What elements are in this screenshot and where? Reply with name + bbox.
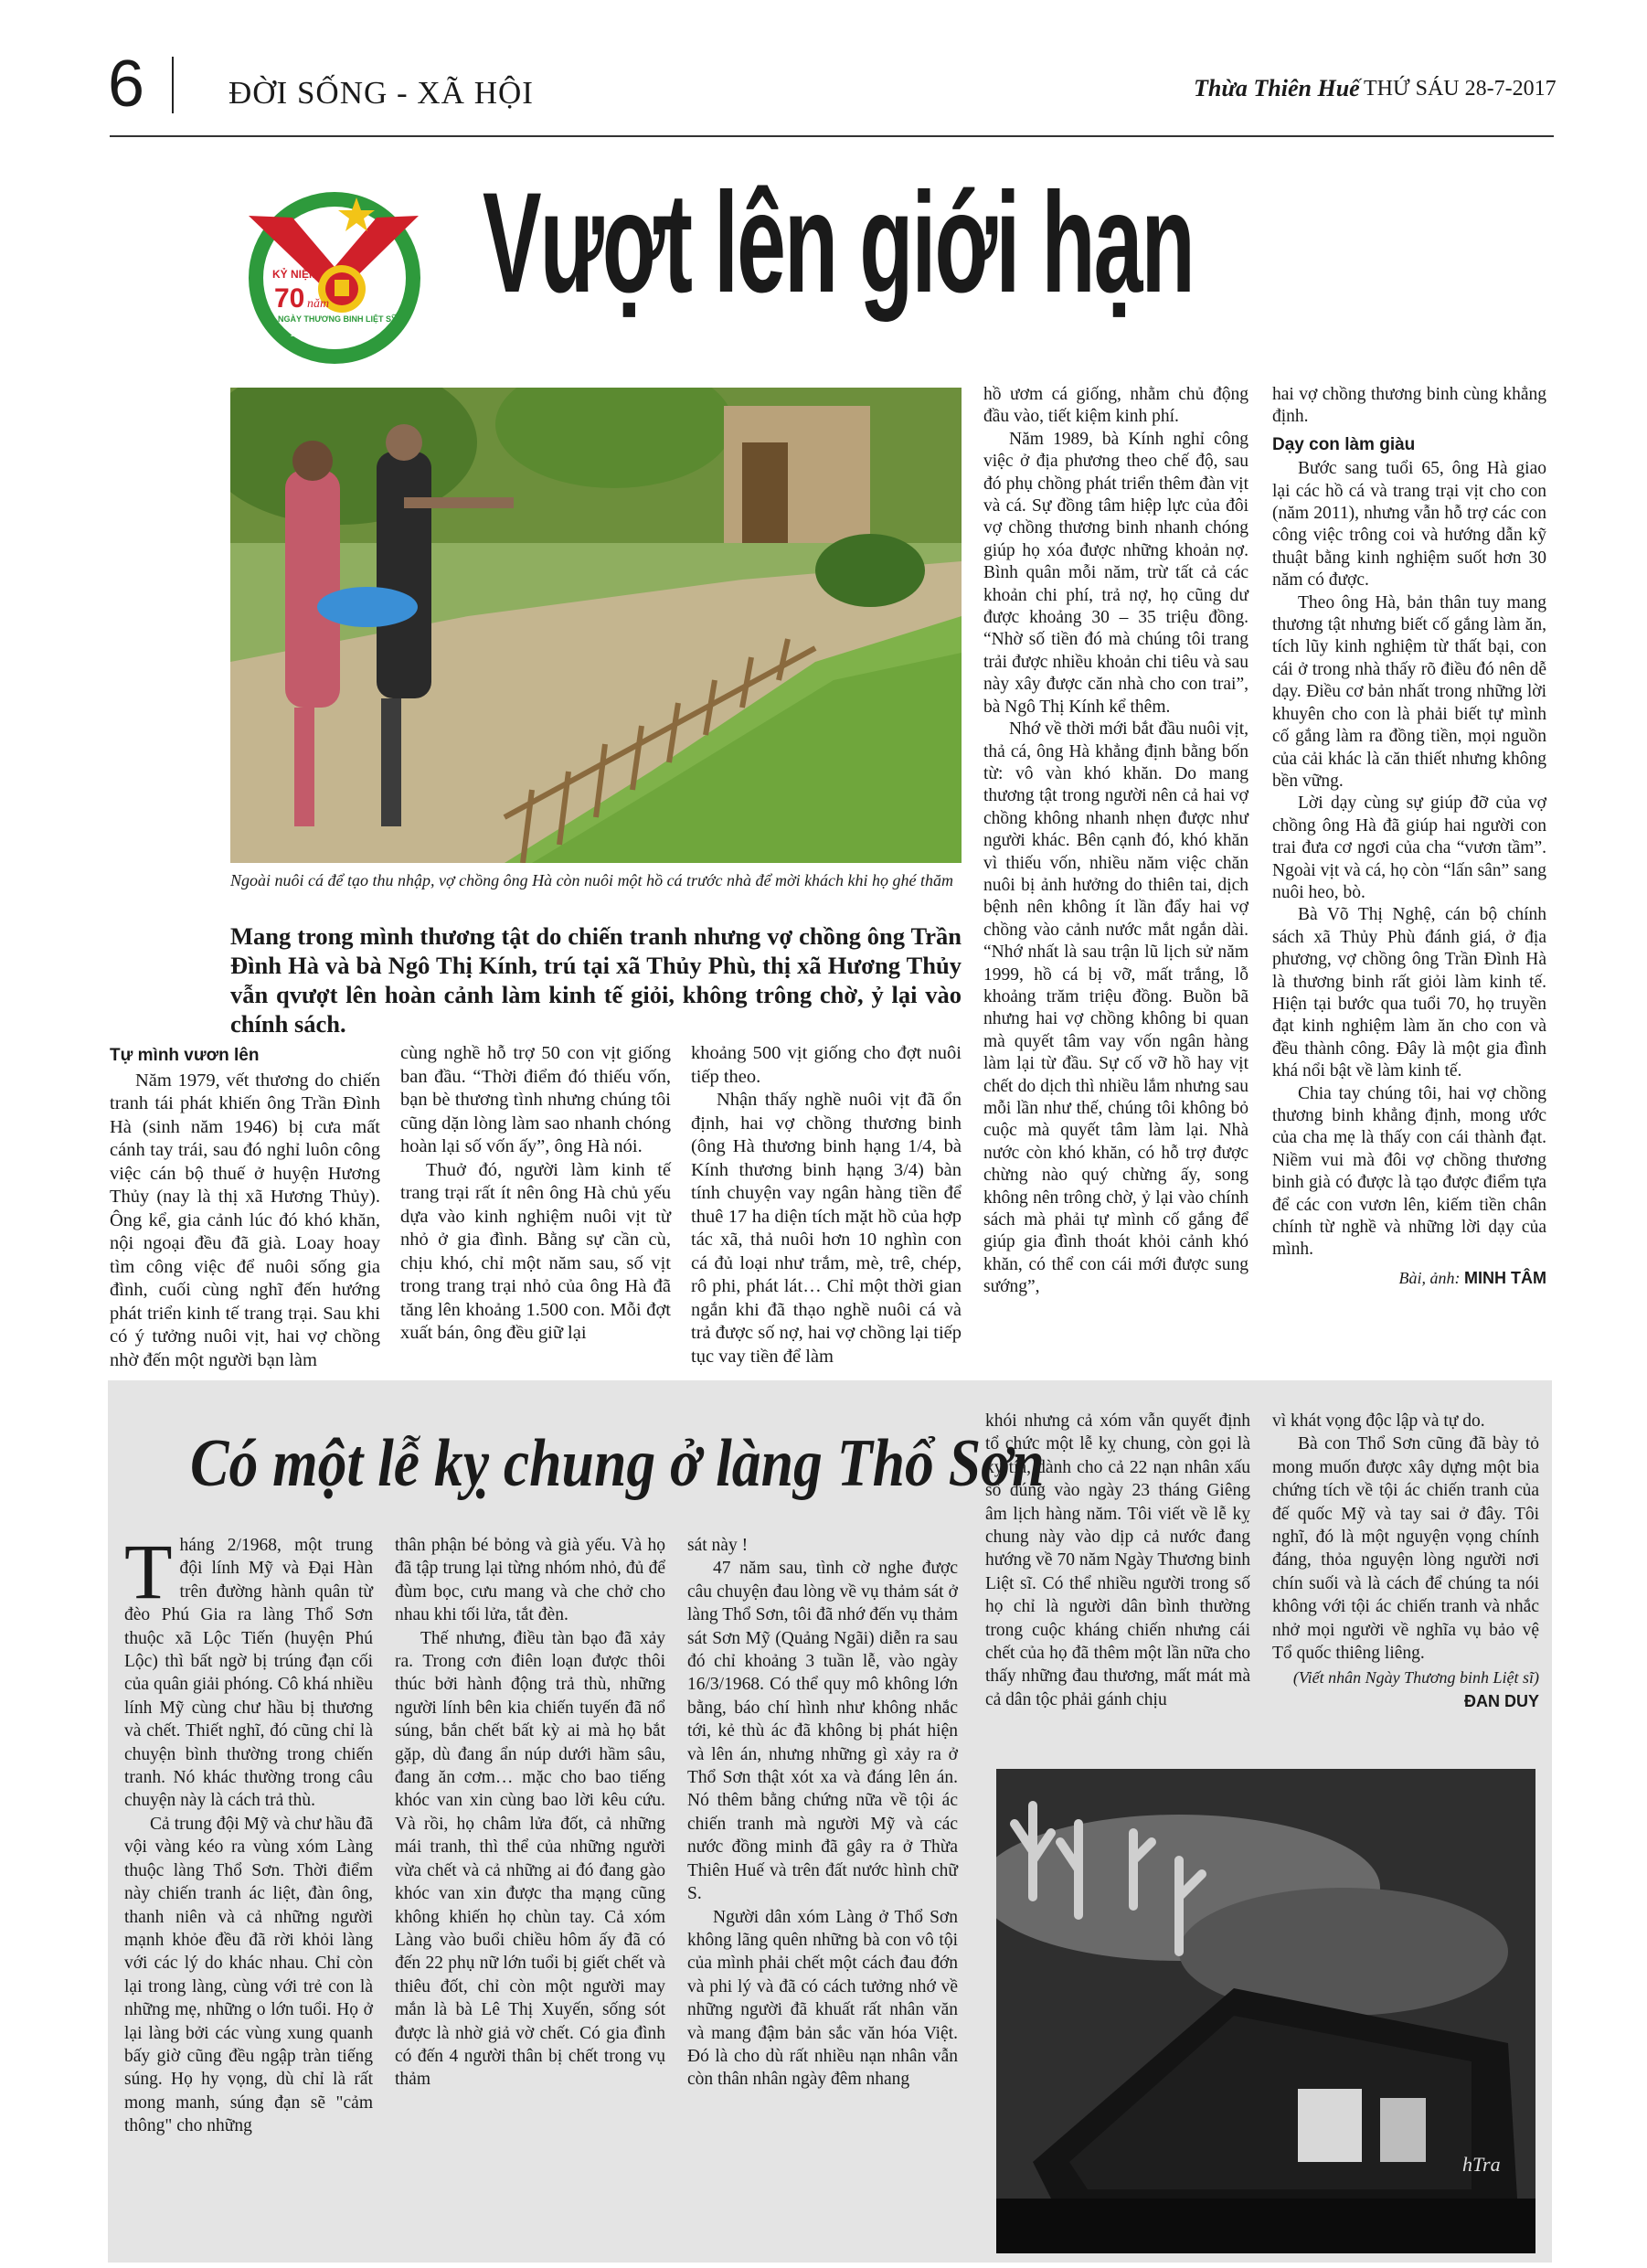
article1-lead: Mang trong mình thương tật do chiến tranh nhưng vợ chồng ông Trần Đình Hà và bà Ngô Thị Kính, trú tại xã Thủy Phù, thị xã Hương Thủy vẫn qvượt lên hoàn cảnh làm kinh tế giỏi, không trông chờ, ỷ lại vào chính sách. xyxy=(230,922,962,1038)
paragraph: hai vợ chồng thương binh cùng khẳng định. xyxy=(1272,385,1546,427)
article2-column-1 xyxy=(124,1528,373,2138)
paragraph xyxy=(124,1528,373,1813)
article1-byline xyxy=(1272,1267,1546,1289)
paragraph: Năm 1989, bà Kính nghỉ công việc ở địa phương theo chế độ, sau đó phụ chồng phát triển thêm đàn vịt và cá. Sự đồng tâm hiệp lực của đôi vợ chồng thương binh nhanh chóng giúp họ xóa được những khoản nợ. Bình quân mỗi năm, trừ tất cả các khoản chi phí, trả nợ, họ cũng dư được khoảng 30 – 35 triệu đồng. “Nhờ số tiền đó mà chúng tôi trang trải được nhiều khoản chi tiêu và sau này xây được căn nhà cho con trai”, bà Ngô Thị Kính kể thêm. xyxy=(983,429,1249,717)
page-number: 6 xyxy=(108,48,145,121)
logo-line4: NGÀY THƯƠNG BINH LIỆT SỸ xyxy=(278,314,397,324)
section-title: ĐỜI SỐNG - XÃ HỘI xyxy=(228,75,534,111)
byline-prefix: Bài, ảnh: xyxy=(1398,1268,1461,1287)
paragraph: Cả trung đội Mỹ và chư hầu đã vội vàng kéo ra vùng xóm Làng thuộc làng Thổ Sơn. Thời điểm này chiến tranh ác liệt, đàn ông, thanh niên và cả những người mạnh khỏe đều đã rời khỏi làng với các lý do khác nhau. Chỉ còn lại trong làng, cùng với trẻ con là những mẹ, những o lớn tuổi. Họ ở lại làng bởi các vùng xung quanh bấy giờ cũng đều ngập tràn tiếng súng. Họ hy vọng, dù chỉ là rất mong manh, súng đạn sẽ "cảm thông" cho những xyxy=(124,1814,373,2136)
paragraph: Người dân xóm Làng ở Thổ Sơn không lãng quên những bà con vô tội của mình phải chết một cách đau đớn và phi lý và đã có cách tưởng nhớ về những người đã khuất rất nhân văn và mang đậm bản sắc văn hóa Việt. Đó là cho dù rất nhiều nạn nhân vẫn còn thân nhân ngày đêm nhang xyxy=(687,1907,958,2090)
article2-column-2 xyxy=(395,1534,665,2092)
paragraph: Bà Võ Thị Nghệ, cán bộ chính sách xã Thủy Phù đánh giá, ở địa phương, vợ chồng ông Trần Đình Hà là thương binh rất giỏi làm kinh tế. Hiện tại bước qua tuổi 70, họ truyền đạt kinh nghiệm làm ăn cho con và đều thành công. Đây là một gia đình khá nổi bật về làm kinh tế. xyxy=(1272,905,1546,1081)
logo-line5: 27/7/1947 - 27/7/2017 xyxy=(291,330,363,338)
article2-illustration xyxy=(996,1769,1535,2253)
paragraph: vì khát vọng độc lập và tự do. xyxy=(1272,1411,1485,1431)
article1-subhead-2: Dạy con làm giàu xyxy=(1272,434,1416,454)
byline-name: MINH TÂM xyxy=(1464,1268,1546,1287)
anniversary-logo xyxy=(239,179,422,371)
article2-column-3 xyxy=(687,1534,958,2092)
pond-photo-image xyxy=(230,388,962,863)
burning-village-illustration xyxy=(996,1769,1535,2253)
article2-title: Có một lễ kỵ chung ở làng Thổ Sơn xyxy=(190,1426,1045,1501)
paragraph: Thế nhưng, điều tàn bạo đã xảy ra. Trong cơn điên loạn được thôi thúc bởi hành động trả thù, những người lính bên kia chiến tuyến đã nổ súng, bắn chết bất kỳ ai mà họ bắt gặp, dù đang ẩn núp dưới hầm sâu, đang ăn cơm… mặc cho bao tiếng khóc van xin cùng bao lời kêu cứu. Và rồi, họ châm lửa đốt, cả những mái tranh, thì thể của những người vừa chết và cả những ai đó đang gào khóc van xin được tha mạng cũng không khiến họ chùn tay. Cả xóm Làng vào buổi chiều hôm ấy đã có đến 22 phụ nữ lớn tuổi bị giết chết và thiêu đốt, chỉ còn một người may mắn là bà Lê Thị Xuyến, sống sót được là nhờ giả vờ chết. Có gia đình có đến 4 người thân bị chết trong vụ thảm xyxy=(395,1628,665,2090)
article2-column-4 xyxy=(985,1410,1250,1711)
article1-title: Vượt lên giới hạn xyxy=(483,164,1194,323)
newspaper-name: Thừa Thiên Huế xyxy=(1194,75,1360,101)
article1-photo-caption: Ngoài nuôi cá để tạo thu nhập, vợ chồng ông Hà còn nuôi một hồ cá trước nhà để mời khách khi họ ghé thăm xyxy=(230,871,954,889)
anniversary-emblem-icon xyxy=(239,179,422,371)
article1-column-4 xyxy=(983,384,1249,1299)
paragraph: Lời dạy cùng sự giúp đỡ của vợ chồng ông Hà đã giúp hai người con trai đưa cơ ngơi của cha “vươn tầm”. Ngoài vịt và cá, họ còn “lấn sân” sang nuôi heo, bò. xyxy=(1272,793,1546,902)
paragraph: Nhớ về thời mới bắt đầu nuôi vịt, thả cá, ông Hà khẳng định bằng bốn từ: vô vàn khó khăn. Do mang thương tật trong người nên cả hai vợ chồng không nhanh nhẹn được như người khác. Bên cạnh đó, khó khăn vì thiếu vốn, nhiều năm việc chăn nuôi bị ảnh hưởng do thiên tai, dịch bệnh nên không ít lần đẩy hai vợ chồng vào cảnh nước mắt ngắn dài. “Nhớ nhất là sau trận lũ lịch sử năm 1999, hồ cá bị vỡ, mất trắng, lỗ khoảng trăm triệu đồng. Buồn bã nhưng hai vợ chồng không bi quan mà quyết tâm vay vốn ngân hàng làm lại từ đầu. Sự cố vỡ hồ hay vịt chết do dịch thì nhiều lắm nhưng sau mỗi lần như thế, chúng tôi không bỏ cuộc mà quyết tâm làm lại. Nhà nước còn khó khăn, có hỗ trợ được chừng nào quý chừng ấy, song không nên trông chờ, ỷ lại vào chính sách mà phải tự mình cố gắng để giúp gia đình thoát khỏi cảnh khó khăn, có thể con cái mới được sung sướng”, xyxy=(983,719,1249,1297)
paragraph: Bà con Thổ Sơn cũng đã bày tỏ mong muốn được xây dựng một bia chứng tích về tội ác chiến tranh của đế quốc Mỹ và tay sai ở đây. Tôi nghĩ, đó là một nguyện vọng chính đáng, thỏa nguyện lòng người nơi chín suối và là cách để chúng ta nói không với tội ác chiến tranh và nhắc nhở mọi người về nghĩa vụ bảo vệ Tổ quốc thiêng liêng. xyxy=(1272,1434,1539,1664)
paragraph: cùng nghề hỗ trợ 50 con vịt giống ban đầu. “Thời điểm đó thiếu vốn, bạn bè thương tình nhưng chúng tôi cũng dặn lòng làm sao nhanh chóng hoàn lại số vốn ấy”, ông Hà nói. xyxy=(400,1043,671,1156)
article1-column-2 xyxy=(400,1042,671,1346)
article1-photo xyxy=(230,388,962,863)
paragraph: 47 năm sau, tình cờ nghe được câu chuyện đau lòng về vụ thảm sát ở làng Thổ Sơn, tôi đã nhớ đến vụ thảm sát Sơn Mỹ (Quảng Ngãi) diễn ra sau đó chỉ khoảng 3 tuần lễ, vào ngày 16/3/1968. Có thể quy mô không lớn bằng, báo chí hình như không nhắc tới, kẻ thù ác đã không bị phát hiện và lên án, nhưng những gì xảy ra ở Thổ Sơn thật xót xa và đáng lên án. Nó thêm bằng chứng nữa về tội ác chiến tranh mà người Mỹ và các nước đồng minh đã gây ra ở Thừa Thiên Huế và trên đất nước hình chữ S. xyxy=(687,1559,958,1904)
paragraph: thân phận bé bỏng và già yếu. Và họ đã tập trung lại từng nhóm nhỏ, đủ để đùm bọc, cưu mang và che chở cho nhau khi tối lửa, tắt đèn. xyxy=(395,1536,665,1625)
header-divider xyxy=(172,57,174,113)
paragraph: Nhận thấy nghề nuôi vịt đã ổn định, hai vợ chồng thương binh (ông Hà thương binh hạng 1/4, bà Kính thương binh hạng 3/4) bàn tính chuyện vay ngân hàng tiền để thuê 17 ha diện tích mặt hồ của hợp tác xã, thả nuôi hơn 10 nghìn con cá đủ loại như trắm, mè, trê, chép, rô phi, phát lát… Chỉ một thời gian ngắn khi đã thạo nghề nuôi cá và trả được số nợ, hai vợ chồng lại tiếp tục vay tiền để làm xyxy=(691,1090,962,1367)
paragraph: Chia tay chúng tôi, hai vợ chồng thương binh khẳng định, mong ước của cha mẹ là thấy con cái thành đạt. Niềm vui mà đôi vợ chồng thương binh già có được là tạo được điểm tựa để các con vươn lên, kiếm tiền chân chính từ nghề và những lời dạy của mình. xyxy=(1272,1083,1546,1260)
paragraph: sát này ! xyxy=(687,1536,749,1555)
paragraph: khói nhưng cả xóm vẫn quyết định tổ chức một lễ kỵ chung, còn gọi là kỵ tía, dành cho cả 22 nạn nhân xấu số đúng vào ngày 23 tháng Giêng âm lịch hàng năm. Tôi viết về lễ kỵ chung này vào dịp cả nước đang hướng về 70 năm Ngày Thương binh Liệt sĩ. Có thể nhiều người trong số họ chỉ là người dân bình thường trong cuộc kháng chiến nhưng cái chết của họ đã thêm một lần nữa cho thấy những đau thương, mất mát mà cả dân tộc phải gánh chịu xyxy=(985,1411,1250,1709)
article2-dropcap: T xyxy=(124,1528,173,1615)
paragraph: hồ ươm cá giống, nhằm chủ động đầu vào, tiết kiệm kinh phí. xyxy=(983,385,1249,427)
paragraph: Theo ông Hà, bản thân tuy mang thương tật nhưng biết cố gắng làm ăn, tích lũy kinh nghiệm từ thất bại, con cái ở trong nhà thấy rõ điều đó nên dễ dạy. Điều cơ bản nhất trong những lời khuyên cho con là phải biết tự mình cố gắng làm ra đồng tiền, mọi nguồn của cải khác là căn thiết nhưng không bền vững. xyxy=(1272,592,1546,791)
article2-author: ĐAN DUY xyxy=(1463,1691,1539,1710)
article1-column-1 xyxy=(110,1042,380,1372)
logo-line3: năm xyxy=(307,297,330,311)
article2-first-paragraph: háng 2/1968, một trung đội lính Mỹ và Đại Hàn trên đường hành quân từ đèo Phú Gia ra làng Thổ Sơn thuộc xã Lộc Tiến (huyện Phú Lộc) thì bất ngờ bị trúng đạn cối của quân giải phóng. Cô khá nhiều lính Mỹ cùng chư hầu bị thương và chết. Thiết nghĩ, đó cũng chỉ là chuyện bình thường trong chiến tranh. Nó khác thường trong câu chuyện này là cách trả thù. xyxy=(124,1536,373,1811)
paragraph: Bước sang tuổi 65, ông Hà giao lại các hồ cá và trang trại vịt cho con (năm 2011), nhưng vẫn hỗ trợ các con công việc trông coi và hướng dẫn kỹ thuật bằng kinh nghiệm suốt hơn 30 năm có được. xyxy=(1272,459,1546,591)
issue-date: THỨ SÁU 28-7-2017 xyxy=(1364,77,1557,101)
article2-column-5 xyxy=(1272,1410,1539,1713)
article1-column-3 xyxy=(691,1042,962,1368)
paragraph: Năm 1979, vết thương do chiến tranh tái phát khiến ông Trần Đình Hà (sinh năm 1946) bị cưa mất cánh tay trái, sau đó nghỉ luôn công việc cán bộ thuế ở huyện Hương Thủy (nay là thị xã Hương Thủy). Ông kể, gia cảnh lúc đó khó khăn, nội ngoại đều đã già. Loay hoay tìm công việc để nuôi sống gia đình, cuối cùng nghĩ đến hướng phát triển kinh tế trang trại. Sau khi có ý tưởng nuôi vịt, hai vợ chồng nhờ đến một người bạn làm xyxy=(110,1070,380,1370)
header-rule xyxy=(110,135,1554,137)
article2-note: (Viết nhân Ngày Thương binh Liệt sĩ) xyxy=(1292,1668,1539,1688)
logo-line2: 70 xyxy=(274,283,305,314)
article1-column-5 xyxy=(1272,384,1546,1289)
illustration-signature: hTra xyxy=(1462,2153,1501,2176)
paragraph: khoảng 500 vịt giống cho đợt nuôi tiếp theo. xyxy=(691,1043,962,1087)
article1-subhead-1: Tự mình vươn lên xyxy=(110,1046,260,1065)
paragraph: Thuở đó, người làm kinh tế trang trại rất ít nên ông Hà chủ yếu dựa vào kinh nghiệm nuôi vịt từ nhỏ ở gia đình. Bằng sự cần cù, chịu khó, chỉ một năm sau, số vịt trong trang trại nhỏ của ông Hà đã tăng lên khoảng 1.500 con. Mỗi đợt xuất bán, ông đều giữ lại xyxy=(400,1159,671,1343)
logo-line1: KỶ NIỆM xyxy=(272,268,319,281)
